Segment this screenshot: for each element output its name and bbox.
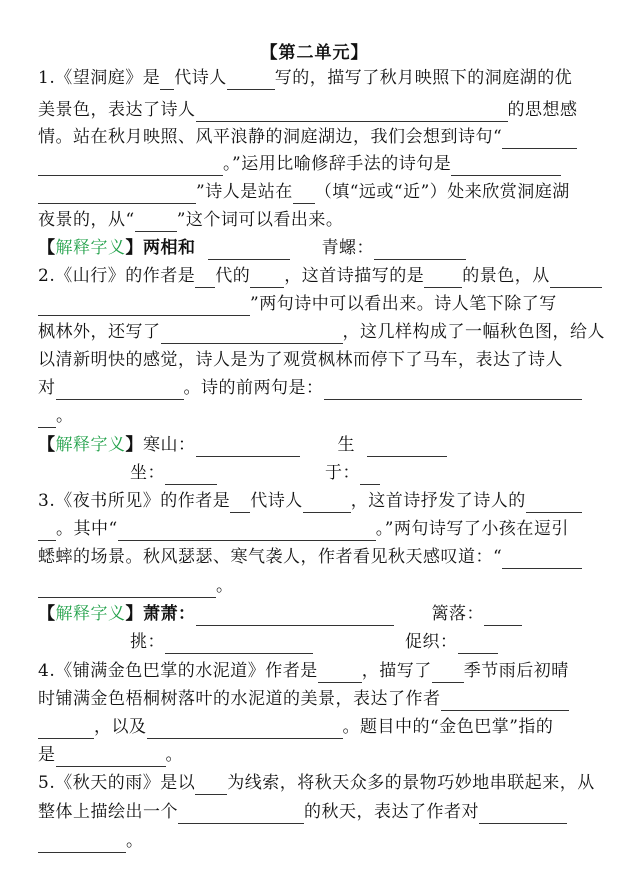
blank-term-1[interactable] bbox=[196, 606, 394, 626]
q5-line-2 bbox=[38, 800, 598, 824]
blank-word[interactable] bbox=[135, 212, 177, 232]
blank-metaphor-verse[interactable] bbox=[451, 156, 561, 176]
blank-feeling[interactable] bbox=[441, 691, 569, 711]
term: 促织： bbox=[405, 632, 458, 652]
blank-meaning[interactable] bbox=[56, 747, 166, 767]
q5-line-3 bbox=[38, 829, 598, 853]
blank-feeling[interactable] bbox=[479, 804, 567, 824]
bracket-open: 【 bbox=[38, 238, 56, 258]
q4-text: 季节雨后初晴 bbox=[463, 661, 569, 681]
term: 于： bbox=[325, 463, 360, 483]
q2-text: 。诗的前两句是： bbox=[183, 378, 324, 398]
q4-text: 。题目中的“金色巴掌”指的 bbox=[342, 717, 554, 737]
term: 两相和 bbox=[143, 238, 196, 258]
q1-text: 的思想感 bbox=[507, 100, 578, 120]
blank-season[interactable] bbox=[432, 663, 464, 683]
bracket-close: 】 bbox=[125, 435, 143, 455]
q1-text: 。”运用比喻修辞手法的诗句是 bbox=[223, 154, 452, 174]
term: 青螺： bbox=[321, 238, 374, 258]
blank-term-3[interactable] bbox=[165, 634, 313, 654]
q1-text: 情。站在秋月映照、风平浪静的洞庭湖边，我们会想到诗句“ bbox=[38, 127, 503, 147]
blank-dynasty[interactable] bbox=[195, 268, 215, 288]
q2-text: 枫林外，还写了 bbox=[38, 322, 161, 342]
blank-term-4[interactable] bbox=[360, 465, 380, 485]
q1-line-4 bbox=[38, 152, 598, 176]
q4-line-3 bbox=[38, 715, 598, 739]
q1-text: ”这个词可以看出来。 bbox=[176, 210, 344, 230]
blank-term-4[interactable] bbox=[458, 634, 498, 654]
q2-line-6 bbox=[38, 404, 598, 428]
q4-text: 时铺满金色梧桐树落叶的水泥道的美景，表达了作者 bbox=[38, 689, 441, 709]
q2-line-4 bbox=[38, 348, 598, 372]
q3-text: 代诗人 bbox=[250, 491, 303, 511]
blank-verse[interactable] bbox=[502, 549, 582, 569]
q5-text: 为线索，将秋天众多的景物巧妙地串联起来，从 bbox=[227, 773, 595, 793]
q4-line-1 bbox=[38, 659, 598, 683]
blank-verse[interactable] bbox=[118, 521, 376, 541]
word-explain-1 bbox=[38, 236, 598, 260]
q1-text: 写的，描写了秋月映照下的洞庭湖的优 bbox=[274, 68, 573, 88]
q1-text: 1.《望洞庭》是 bbox=[38, 68, 161, 88]
blank-term-2[interactable] bbox=[374, 240, 466, 260]
q2-text: 。 bbox=[56, 406, 74, 426]
blank-first-lines[interactable] bbox=[324, 380, 582, 400]
blank-feeling[interactable] bbox=[38, 521, 56, 541]
blank-first-lines[interactable] bbox=[38, 408, 56, 428]
q1-line-5 bbox=[38, 180, 598, 204]
term: 萧萧： bbox=[143, 604, 196, 624]
q1-text: 夜景的，从“ bbox=[38, 210, 135, 230]
blank-autumn[interactable] bbox=[178, 804, 304, 824]
q5-text: 的秋天，表达了作者对 bbox=[304, 802, 479, 822]
blank-feeling[interactable] bbox=[526, 493, 582, 513]
q3-text: 3.《夜书所见》的作者是 bbox=[38, 491, 231, 511]
q3-line-3 bbox=[38, 545, 598, 569]
term: 篱落： bbox=[431, 604, 484, 624]
blank-season[interactable] bbox=[424, 268, 462, 288]
q5-text: 5.《秋天的雨》是以 bbox=[38, 773, 196, 793]
blank-verse[interactable] bbox=[502, 129, 577, 149]
q2-text: ，这几样构成了一幅秋色图，给人 bbox=[342, 322, 605, 342]
blank-clue[interactable] bbox=[195, 775, 227, 795]
q4-line-2 bbox=[38, 687, 598, 711]
blank-verse[interactable] bbox=[550, 268, 602, 288]
blank-feeling-2[interactable] bbox=[147, 719, 343, 739]
q1-text: ”诗人是站在 bbox=[196, 182, 293, 202]
blank-far-near[interactable] bbox=[293, 184, 315, 204]
bracket-open: 【 bbox=[38, 604, 56, 624]
q3-text: 。 bbox=[216, 576, 234, 596]
blank-feeling[interactable] bbox=[56, 380, 184, 400]
q4-text: ，以及 bbox=[94, 717, 147, 737]
blank-term-2[interactable] bbox=[367, 437, 447, 457]
q1-line-3 bbox=[38, 125, 598, 149]
q3-line-1 bbox=[38, 489, 598, 513]
q2-text: 2.《山行》的作者是 bbox=[38, 266, 196, 286]
blank-scenery[interactable] bbox=[161, 324, 343, 344]
blank-dynasty[interactable] bbox=[230, 493, 250, 513]
q2-text: ”两句诗中可以看出来。诗人笔下除了写 bbox=[250, 294, 557, 314]
word-explain-2 bbox=[38, 433, 598, 457]
q2-line-3 bbox=[38, 320, 605, 344]
bracket-close: 】 bbox=[125, 604, 143, 624]
q3-text: 。其中“ bbox=[56, 519, 118, 539]
q2-text: 的景色，从 bbox=[462, 266, 550, 286]
blank-term-2[interactable] bbox=[484, 606, 522, 626]
q1-text: （填“远或“近”）处来欣赏洞庭湖 bbox=[314, 182, 570, 202]
q1-text: 美景色，表达了诗人 bbox=[38, 100, 196, 120]
word-explain-3b bbox=[38, 630, 598, 654]
blank-feeling[interactable] bbox=[38, 719, 94, 739]
q1-text: 代诗人 bbox=[174, 68, 227, 88]
q5-line-1 bbox=[38, 771, 598, 795]
blank-metaphor-verse[interactable] bbox=[38, 184, 196, 204]
word-explain-3 bbox=[38, 602, 598, 626]
q1-line-2 bbox=[38, 98, 598, 122]
bracket-open: 【 bbox=[38, 435, 56, 455]
q2-text: ，这首诗描写的是 bbox=[284, 266, 425, 286]
q2-line-1 bbox=[38, 264, 598, 288]
blank-feeling[interactable] bbox=[196, 102, 508, 122]
q4-text: 。 bbox=[165, 745, 183, 765]
blank-verse[interactable] bbox=[38, 156, 223, 176]
word-explain-2b bbox=[38, 461, 598, 485]
blank-dynasty[interactable] bbox=[160, 70, 174, 90]
blank-term-1[interactable] bbox=[196, 437, 300, 457]
q4-text: 4.《铺满金色巴掌的水泥道》作者是 bbox=[38, 661, 318, 681]
q5-text: 。 bbox=[126, 831, 144, 851]
explain-tag: 解释字义 bbox=[55, 238, 126, 258]
blank-poet[interactable] bbox=[227, 70, 275, 90]
explain-tag: 解释字义 bbox=[55, 604, 126, 624]
q1-line-1 bbox=[38, 66, 598, 90]
blank-verse[interactable] bbox=[38, 296, 250, 316]
term: 挑： bbox=[130, 632, 165, 652]
q2-line-5 bbox=[38, 376, 598, 400]
q3-line-4 bbox=[38, 574, 598, 598]
q4-text: 是 bbox=[38, 745, 56, 765]
q4-text: ，描写了 bbox=[361, 661, 432, 681]
blank-term-3[interactable] bbox=[165, 465, 217, 485]
q2-text: 以清新明快的感觉，诗人是为了观赏枫林而停下了马车，表达了诗人 bbox=[38, 350, 563, 370]
blank-poet[interactable] bbox=[303, 493, 351, 513]
q3-text: 。”两句诗写了小孩在逗引 bbox=[375, 519, 569, 539]
page-title: 【第二单元】 bbox=[260, 43, 369, 63]
q3-line-2 bbox=[38, 517, 598, 541]
q3-text: ，这首诗抒发了诗人的 bbox=[350, 491, 526, 511]
q2-line-2 bbox=[38, 292, 598, 316]
explain-tag: 解释字义 bbox=[55, 435, 126, 455]
q4-line-4 bbox=[38, 743, 598, 767]
blank-verse[interactable] bbox=[38, 578, 216, 598]
blank-feeling[interactable] bbox=[38, 833, 126, 853]
q2-text: 对 bbox=[38, 378, 56, 398]
q2-text: 代的 bbox=[215, 266, 251, 286]
term: 坐： bbox=[130, 463, 165, 483]
term: 寒山： bbox=[143, 435, 196, 455]
bracket-close: 】 bbox=[125, 238, 143, 258]
blank-term-1[interactable] bbox=[208, 240, 290, 260]
blank-poet[interactable] bbox=[250, 268, 284, 288]
term: 生 bbox=[337, 435, 355, 455]
blank-author[interactable] bbox=[318, 663, 362, 683]
q1-line-6 bbox=[38, 208, 598, 232]
q3-text: 蟋蟀的场景。秋风瑟瑟、寒气袭人，作者看见秋天感叹道：“ bbox=[38, 547, 503, 567]
q5-text: 整体上描绘出一个 bbox=[38, 802, 178, 822]
